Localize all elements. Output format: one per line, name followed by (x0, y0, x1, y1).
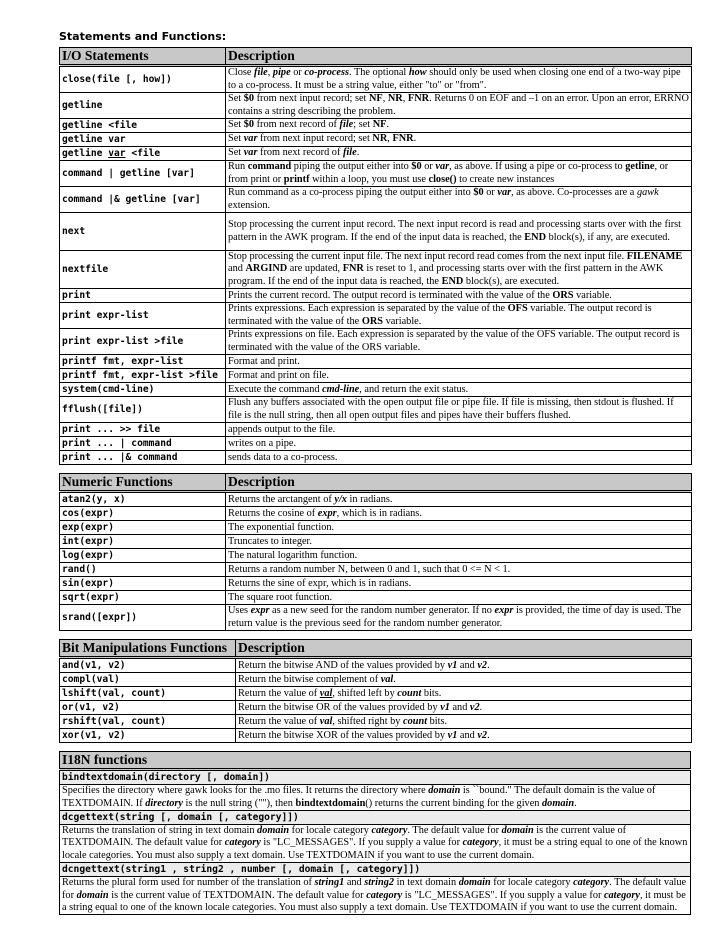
i18n-signature: dcgettext(string [, domain [, category]]) (60, 811, 691, 825)
numeric-row (60, 591, 692, 605)
io-row (60, 289, 692, 303)
bit-col1-header: Bit Manipulations Functions (60, 640, 236, 658)
io-description: Format and print on file. (226, 369, 692, 383)
i18n-functions-table (59, 751, 691, 915)
io-description: sends data to a co-process. (226, 451, 692, 465)
io-name: print ... | command (60, 437, 226, 451)
i18n-signature: dcngettext(string1 , string2 , number [, domain [, category]]) (60, 863, 691, 877)
io-description: Close file, pipe or co-process. The optional how should only be used when closing one end of a two-way pipe to a co-process. It must be a string value, either "to" or "from". (226, 66, 692, 93)
io-description: Stop processing the current input file. The next input record read comes from the next input file. FILENAME and ARGIND are updated, FNR is reset to 1, and processing starts over with the first pattern in the AWK program. If the end of the input data is reached, the END block(s), are executed. (226, 251, 692, 289)
bit-description: Return the value of val, shifted left by count bits. (236, 687, 692, 701)
numeric-name: cos(expr) (60, 507, 226, 521)
io-row (60, 423, 692, 437)
numeric-description: The exponential function. (226, 521, 692, 535)
numeric-description: Returns the sine of expr, which is in radians. (226, 577, 692, 591)
io-description: Stop processing the current input record. The next input record is read and processing starts over with the first pattern in the AWK program. If the end of the input data is reached, the END block(s), if any, are executed. (226, 213, 692, 251)
reference-page (59, 30, 691, 923)
numeric-row (60, 577, 692, 591)
numeric-description: Returns a random number N, between 0 and 1, such that 0 <= N < 1. (226, 563, 692, 577)
numeric-functions-table (59, 473, 692, 631)
bit-row (60, 701, 692, 715)
i18n-description: Returns the translation of string in text domain domain for locale category category. The default value for domain is the current value of TEXTDOMAIN. The default value for category is "LC_MESSAGES". If you supply a value for category, it must be a string equal to one of the known locale categories. You must also supply a text domain. Use TEXTDOMAIN if you want to use the current domain. (60, 825, 691, 863)
io-row (60, 329, 692, 355)
bit-description: Return the bitwise complement of val. (236, 673, 692, 687)
i18n-description-row (60, 825, 691, 863)
numeric-description: Returns the arctangent of y/x in radians. (226, 492, 692, 507)
io-name: getline <file (60, 119, 226, 133)
io-name: print expr-list (60, 303, 226, 329)
io-name: command |& getline [var] (60, 187, 226, 213)
numeric-description: The natural logarithm function. (226, 549, 692, 563)
bit-name: compl(val) (60, 673, 236, 687)
numeric-col2-header: Description (226, 474, 692, 492)
io-row (60, 369, 692, 383)
io-name: getline var (60, 133, 226, 147)
io-description: Prints expressions on file. Each expression is separated by the value of the OFS variable. The output record is terminated with the value of the ORS variable. (226, 329, 692, 355)
numeric-row (60, 492, 692, 507)
bit-description: Return the bitwise AND of the values provided by v1 and v2. (236, 658, 692, 673)
bit-row (60, 729, 692, 743)
numeric-col1-header: Numeric Functions (60, 474, 226, 492)
numeric-row (60, 605, 692, 631)
io-name: next (60, 213, 226, 251)
io-row (60, 383, 692, 397)
io-name: print (60, 289, 226, 303)
io-description: Run command piping the output either into $0 or var, as above. If using a pipe or co-process to getline, or from print or printf within a loop, you must use close() to create new instances (226, 161, 692, 187)
numeric-row (60, 563, 692, 577)
numeric-header-row (60, 474, 692, 492)
io-row (60, 213, 692, 251)
io-row (60, 397, 692, 423)
bit-functions-table (59, 639, 692, 743)
io-name: close(file [, how]) (60, 66, 226, 93)
io-row (60, 437, 692, 451)
i18n-description-row (60, 785, 691, 811)
io-name: system(cmd-line) (60, 383, 226, 397)
i18n-description: Specifies the directory where gawk looks for the .mo files. It returns the directory where domain is ``bound." The default domain is the value of TEXTDOMAIN. If directory is the null string (""), then bindtextdomain() returns the current binding for the given domain. (60, 785, 691, 811)
numeric-description: Truncates to integer. (226, 535, 692, 549)
numeric-name: sqrt(expr) (60, 591, 226, 605)
numeric-name: int(expr) (60, 535, 226, 549)
io-description: Set $0 from next input record; set NF, NR, FNR. Returns 0 on EOF and –1 on an error. Upon an error, ERRNO contains a string describing the problem. (226, 93, 692, 119)
io-row (60, 187, 692, 213)
io-name: print expr-list >file (60, 329, 226, 355)
bit-name: rshift(val, count) (60, 715, 236, 729)
numeric-description: Uses expr as a new seed for the random number generator. If no expr is provided, the time of day is used. The return value is the previous seed for the random number generator. (226, 605, 692, 631)
bit-col2-header: Description (236, 640, 692, 658)
io-row (60, 133, 692, 147)
io-row (60, 161, 692, 187)
bit-name: xor(v1, v2) (60, 729, 236, 743)
io-row (60, 147, 692, 161)
io-name: getline var <file (60, 147, 226, 161)
bit-header-row (60, 640, 692, 658)
io-name: getline (60, 93, 226, 119)
io-row (60, 119, 692, 133)
bit-description: Return the bitwise OR of the values provided by v1 and v2. (236, 701, 692, 715)
bit-description: Return the bitwise XOR of the values provided by v1 and v2. (236, 729, 692, 743)
io-row (60, 451, 692, 465)
io-row (60, 303, 692, 329)
io-description: Set $0 from next record of file; set NF. (226, 119, 692, 133)
numeric-name: log(expr) (60, 549, 226, 563)
io-row (60, 66, 692, 93)
io-name: print ... |& command (60, 451, 226, 465)
io-col2-header: Description (226, 48, 692, 66)
i18n-signature-row (60, 770, 691, 785)
numeric-name: atan2(y, x) (60, 492, 226, 507)
i18n-signature: bindtextdomain(directory [, domain]) (60, 770, 691, 785)
io-header-row (60, 48, 692, 66)
numeric-description: Returns the cosine of expr, which is in radians. (226, 507, 692, 521)
numeric-name: exp(expr) (60, 521, 226, 535)
io-description: Set var from next record of file. (226, 147, 692, 161)
io-name: print ... >> file (60, 423, 226, 437)
numeric-row (60, 549, 692, 563)
i18n-signature-row (60, 863, 691, 877)
bit-row (60, 715, 692, 729)
io-row (60, 251, 692, 289)
bit-row (60, 658, 692, 673)
io-description: Run command as a co-process piping the output either into $0 or var, as above. Co-processes are a gawk extension. (226, 187, 692, 213)
io-name: fflush([file]) (60, 397, 226, 423)
numeric-row (60, 535, 692, 549)
numeric-row (60, 507, 692, 521)
section-heading: Statements and Functions: (59, 30, 227, 43)
io-description: Prints expressions. Each expression is separated by the value of the OFS variable. The output record is terminated with the value of the ORS variable. (226, 303, 692, 329)
bit-row (60, 687, 692, 701)
i18n-description-row (60, 877, 691, 915)
io-row (60, 93, 692, 119)
bit-description: Return the value of val, shifted right by count bits. (236, 715, 692, 729)
numeric-name: srand([expr]) (60, 605, 226, 631)
i18n-header-row (60, 752, 691, 770)
numeric-row (60, 521, 692, 535)
io-col1-header: I/O Statements (60, 48, 226, 66)
io-name: printf fmt, expr-list >file (60, 369, 226, 383)
io-statements-table (59, 47, 692, 465)
numeric-name: rand() (60, 563, 226, 577)
bit-name: and(v1, v2) (60, 658, 236, 673)
bit-name: or(v1, v2) (60, 701, 236, 715)
bit-name: lshift(val, count) (60, 687, 236, 701)
i18n-title: I18N functions (60, 752, 691, 770)
io-name: printf fmt, expr-list (60, 355, 226, 369)
i18n-signature-row (60, 811, 691, 825)
io-description: writes on a pipe. (226, 437, 692, 451)
io-description: Prints the current record. The output record is terminated with the value of the ORS variable. (226, 289, 692, 303)
io-row (60, 355, 692, 369)
io-description: Execute the command cmd-line, and return the exit status. (226, 383, 692, 397)
io-description: Set var from next input record; set NR, FNR. (226, 133, 692, 147)
io-description: Flush any buffers associated with the open output file or pipe file. If file is missing, then stdout is flushed. If file is the null string, then all open output files and pipes have their buffers flushed. (226, 397, 692, 423)
numeric-description: The square root function. (226, 591, 692, 605)
io-name: nextfile (60, 251, 226, 289)
io-description: Format and print. (226, 355, 692, 369)
io-name: command | getline [var] (60, 161, 226, 187)
numeric-name: sin(expr) (60, 577, 226, 591)
bit-row (60, 673, 692, 687)
i18n-description: Returns the plural form used for number of the translation of string1 and string2 in text domain domain for locale category category. The default value for domain is the current value of TEXTDOMAIN. The default value for category is "LC_MESSAGES". If you supply a value for category, it must be a string equal to one of the known locale categories. You must also supply a text domain. Use TEXTDOMAIN if you want to use the current domain. (60, 877, 691, 915)
io-description: appends output to the file. (226, 423, 692, 437)
